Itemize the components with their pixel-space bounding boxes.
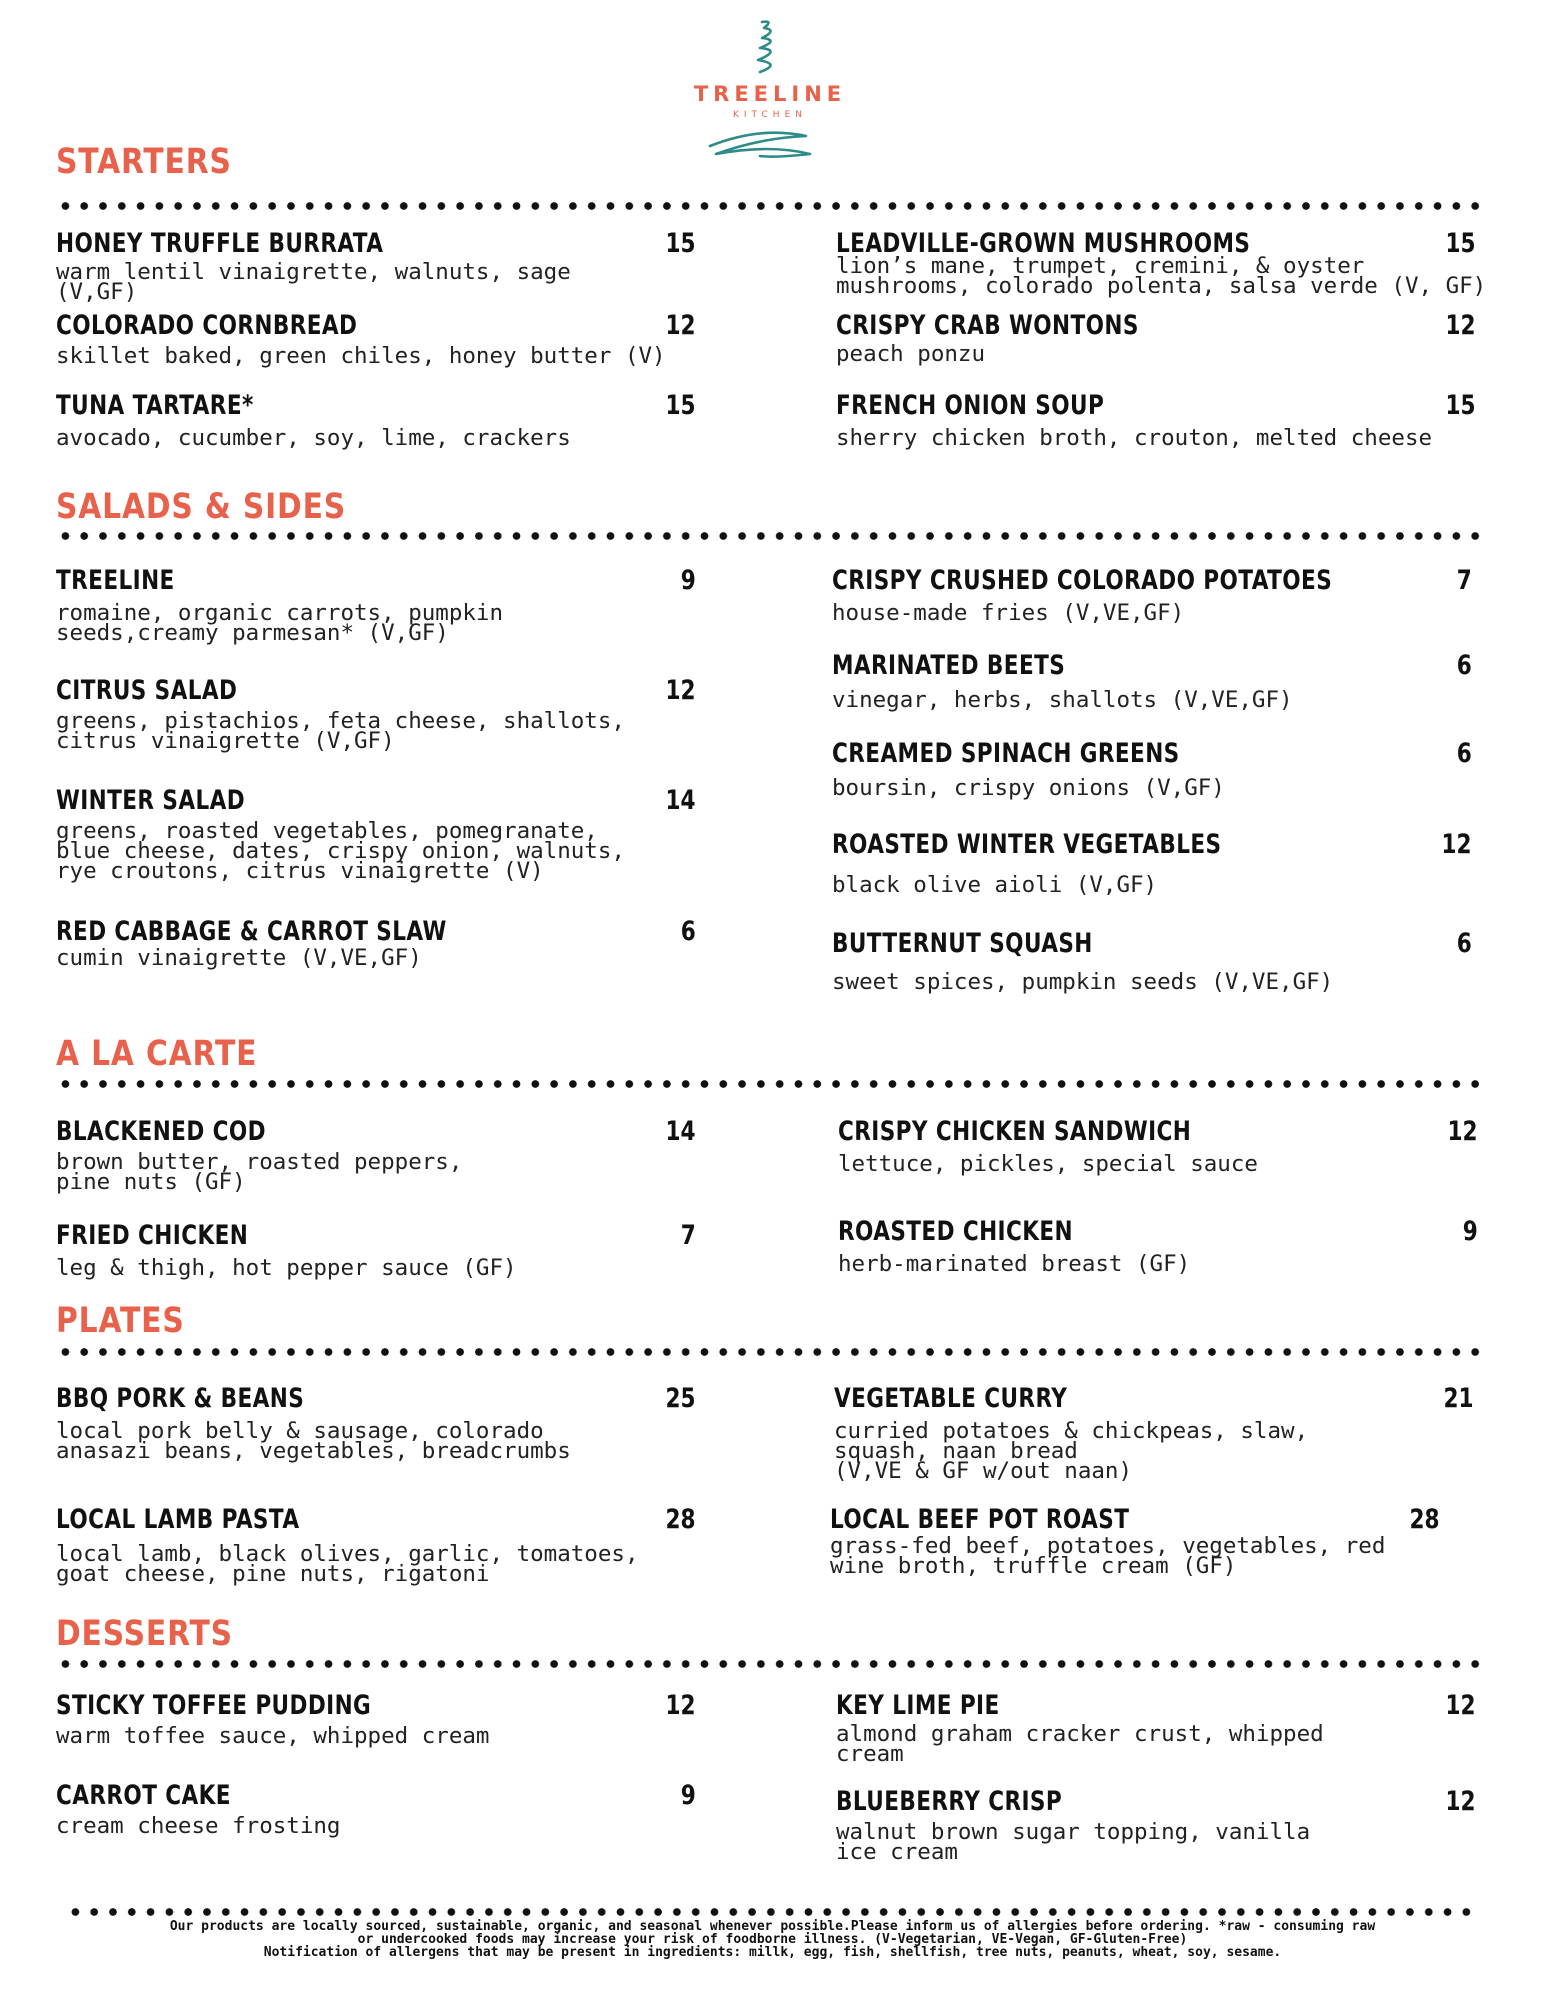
item-description: boursin, crispy onions (V,GF) xyxy=(832,775,1225,801)
item-price: 28 xyxy=(1409,1504,1440,1535)
dotted-divider xyxy=(66,1908,1476,1916)
footer-line: or undercooked foods may increase your risk of foodborne illness. (V-Vegetarian, VE-Vegan, GF-Gluten-Free) xyxy=(357,1932,1188,1947)
item-price: 12 xyxy=(665,1690,696,1721)
item-name: FRENCH ONION SOUP xyxy=(836,390,1105,421)
item-name: LEADVILLE-GROWN MUSHROOMS xyxy=(836,228,1251,259)
dotted-divider xyxy=(56,532,1486,540)
item-price: 9 xyxy=(680,1780,696,1811)
item-price: 6 xyxy=(1456,928,1472,959)
brand-name: TREELINE xyxy=(693,82,847,106)
item-description: sherry chicken broth, crouton, melted cheese xyxy=(836,425,1433,451)
item-price: 6 xyxy=(680,916,696,947)
item-price: 9 xyxy=(1462,1216,1478,1247)
item-description: grass-fed beef, potatoes, vegetables, red wine broth, truffle cream (GF) xyxy=(830,1533,1386,1579)
dotted-divider xyxy=(56,1348,1486,1356)
item-name: KEY LIME PIE xyxy=(836,1690,1000,1721)
item-price: 25 xyxy=(665,1383,696,1414)
item-description: romaine, organic carrots, pumpkin seeds,creamy parmesan* (V,GF) xyxy=(56,600,504,646)
item-description: sweet spices, pumpkin seeds (V,VE,GF) xyxy=(832,969,1334,995)
item-name: CITRUS SALAD xyxy=(56,675,238,706)
item-name: ROASTED CHICKEN xyxy=(838,1216,1074,1247)
item-description: herb-marinated breast (GF) xyxy=(838,1251,1191,1277)
item-name: CARROT CAKE xyxy=(56,1780,231,1811)
footer-line: Notification of allergens that may be present in ingredients: millk, egg, fish, shellfish, tree nuts, peanuts, wheat, soy, sesame. xyxy=(263,1945,1282,1960)
item-description: brown butter, roasted peppers, pine nuts (GF) xyxy=(56,1149,463,1195)
item-price: 12 xyxy=(1441,829,1472,860)
section-title-salads-sides: SALADS & SIDES xyxy=(56,487,347,527)
item-name: HONEY TRUFFLE BURRATA xyxy=(56,228,384,259)
section-title-desserts: DESSERTS xyxy=(56,1614,233,1654)
item-price: 7 xyxy=(1456,565,1472,596)
item-price: 14 xyxy=(665,785,696,816)
item-name: COLORADO CORNBREAD xyxy=(56,310,358,341)
brand-subtitle: KITCHEN xyxy=(733,110,807,120)
item-description: cumin vinaigrette (V,VE,GF) xyxy=(56,945,422,971)
item-name: BLUEBERRY CRISP xyxy=(836,1786,1063,1817)
item-name: BLACKENED COD xyxy=(56,1116,266,1147)
item-price: 15 xyxy=(665,390,696,421)
item-description: curried potatoes & chickpeas, slaw, squash, naan bread (V,VE & GF w/out naan) xyxy=(834,1418,1309,1484)
item-name: STICKY TOFFEE PUDDING xyxy=(56,1690,372,1721)
item-name: BBQ PORK & BEANS xyxy=(56,1383,305,1414)
item-name: WINTER SALAD xyxy=(56,785,246,816)
section-title-plates: PLATES xyxy=(56,1301,185,1341)
item-price: 15 xyxy=(665,228,696,259)
section-title-starters: STARTERS xyxy=(56,142,232,182)
item-description: almond graham cracker crust, whipped cream xyxy=(836,1721,1324,1767)
footer-notice xyxy=(0,1920,1545,1959)
item-description: greens, roasted vegetables, pomegranate, blue cheese, dates, crispy onion, walnuts, rye croutons, citrus vinaigrette (V) xyxy=(56,818,625,884)
item-name: CRISPY CRAB WONTONS xyxy=(836,310,1139,341)
item-price: 12 xyxy=(1445,310,1476,341)
item-description: greens, pistachios, feta cheese, shallots, citrus vinaigrette (V,GF) xyxy=(56,708,625,754)
item-description: lion’s mane, trumpet, cremini, & oyster mushrooms, colorado polenta, salsa verde (V, GF) xyxy=(836,253,1487,299)
item-description: walnut brown sugar topping, vanilla ice cream xyxy=(836,1819,1311,1865)
item-name: CREAMED SPINACH GREENS xyxy=(832,738,1180,769)
item-price: 14 xyxy=(665,1116,696,1147)
item-description: warm lentil vinaigrette, walnuts, sage (V,GF) xyxy=(56,259,571,305)
item-description: vinegar, herbs, shallots (V,VE,GF) xyxy=(832,687,1293,713)
item-name: CRISPY CHICKEN SANDWICH xyxy=(838,1116,1192,1147)
brand-logo xyxy=(690,18,850,168)
item-price: 12 xyxy=(665,675,696,706)
item-description: skillet baked, green chiles, honey butter (V) xyxy=(56,343,666,369)
item-description: black olive aioli (V,GF) xyxy=(832,872,1158,898)
item-description: local pork belly & sausage, colorado anasazi beans, vegetables, breadcrumbs xyxy=(56,1418,571,1464)
item-price: 15 xyxy=(1445,390,1476,421)
item-name: FRIED CHICKEN xyxy=(56,1220,249,1251)
item-description: cream cheese frosting xyxy=(56,1813,341,1839)
item-price: 28 xyxy=(665,1504,696,1535)
item-name: ROASTED WINTER VEGETABLES xyxy=(832,829,1222,860)
item-price: 9 xyxy=(680,565,696,596)
dotted-divider xyxy=(56,1660,1486,1668)
item-name: VEGETABLE CURRY xyxy=(834,1383,1068,1414)
section-title-a-la-carte: A LA CARTE xyxy=(56,1034,258,1074)
item-description: leg & thigh, hot pepper sauce (GF) xyxy=(56,1255,517,1281)
item-description: avocado, cucumber, soy, lime, crackers xyxy=(56,425,571,451)
dotted-divider xyxy=(56,202,1486,210)
item-price: 6 xyxy=(1456,738,1472,769)
item-price: 12 xyxy=(1445,1786,1476,1817)
item-name: TREELINE xyxy=(56,565,175,596)
footer-line: Our products are locally sourced, sustainable, organic, and seasonal whenever possible.Please inform us of allergies before ordering. *raw - consuming raw xyxy=(169,1919,1376,1934)
item-name: TUNA TARTARE* xyxy=(56,390,254,421)
item-name: LOCAL LAMB PASTA xyxy=(56,1504,300,1535)
item-price: 7 xyxy=(680,1220,696,1251)
item-description: lettuce, pickles, special sauce xyxy=(838,1151,1258,1177)
item-price: 12 xyxy=(1445,1690,1476,1721)
dotted-divider xyxy=(56,1080,1486,1088)
item-name: CRISPY CRUSHED COLORADO POTATOES xyxy=(832,565,1333,596)
item-price: 12 xyxy=(1447,1116,1478,1147)
item-price: 12 xyxy=(665,310,696,341)
item-description: peach ponzu xyxy=(836,341,986,367)
item-name: RED CABBAGE & CARROT SLAW xyxy=(56,916,447,947)
item-description: warm toffee sauce, whipped cream xyxy=(56,1723,490,1749)
item-name: LOCAL BEEF POT ROAST xyxy=(830,1504,1130,1535)
item-name: MARINATED BEETS xyxy=(832,650,1066,681)
item-price: 21 xyxy=(1443,1383,1474,1414)
item-name: BUTTERNUT SQUASH xyxy=(832,928,1093,959)
item-price: 6 xyxy=(1456,650,1472,681)
item-price: 15 xyxy=(1445,228,1476,259)
item-description: local lamb, black olives, garlic, tomatoes, goat cheese, pine nuts, rigatoni xyxy=(56,1541,639,1587)
item-description: house-made fries (V,VE,GF) xyxy=(832,600,1185,626)
